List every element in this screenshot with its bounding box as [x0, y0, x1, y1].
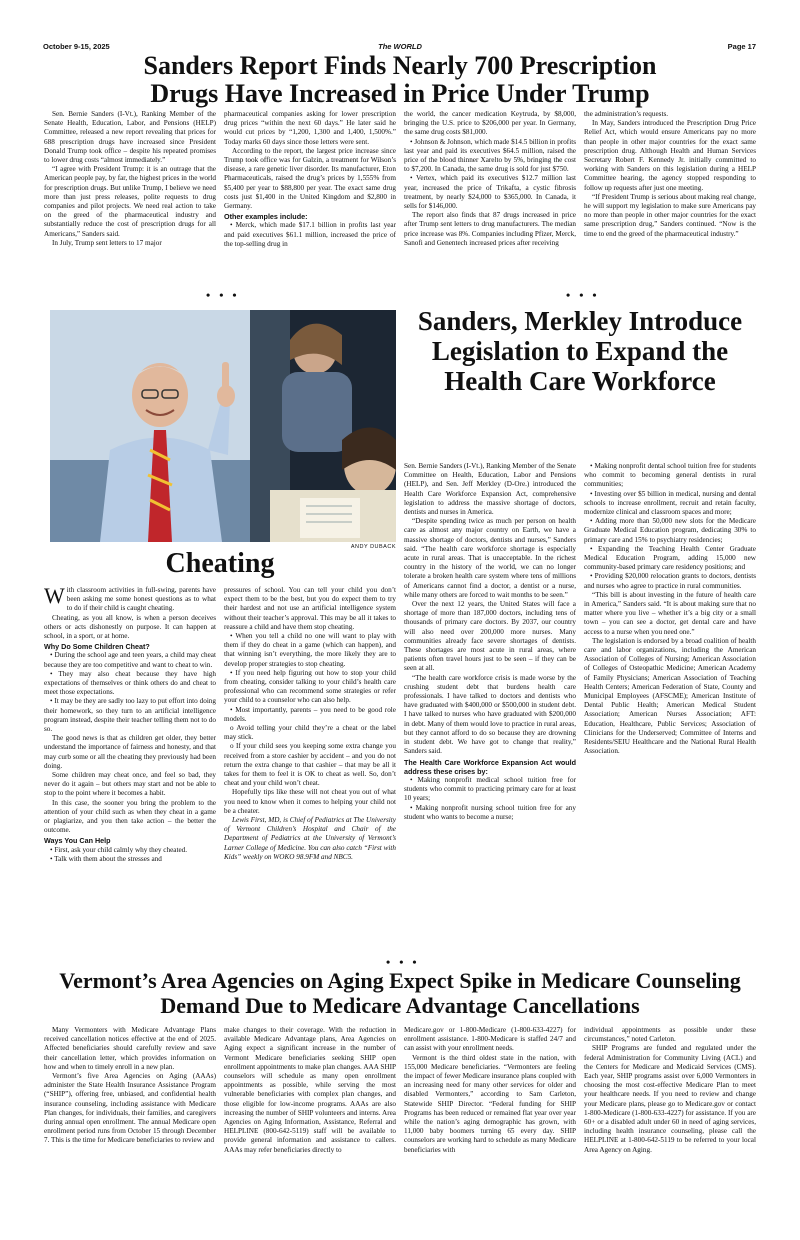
paragraph: • They may also cheat because they have high expectations of themselves or think others do and cheat to meet those expectations. [44, 669, 216, 697]
paragraph: According to the report, the largest price increase since Trump took office was for Galzin, a treatment for Wilson’s disease, a rare genetic liver disorder. Its manufacturer, Eton Pharmaceuticals, raised the drug’s prices by 1,555% from $5,400 per year to $88,800 per year. The exact same drug costs just $1,400 in the United Kingdom and $2,800 in Germany. [224, 146, 396, 211]
section-divider: • • • [206, 288, 240, 302]
article1-col1 [44, 110, 216, 290]
paragraph: “The health care workforce crisis is made worse by the crushing student debt that burdens health care professionals. I have talked to doctors and dentists who have graduated with $400,000 or $500,000 in student debt. I have talked to nurses who have graduated with $200,000 in debt. Many of them would love to practice in rural areas, but they cannot afford to do so because they are drowning in student debt. We have got to change that reality,” Sanders said. [404, 673, 576, 756]
article2-headline: Cheating [165, 548, 275, 579]
paragraph: The good news is that as children get older, they better understand the importance of fairness and honesty, and that may curb some or all the cheating they previously had been doing. [44, 734, 216, 770]
paragraph: • During the school age and teen years, a child may cheat because they are too competitive and want to cheat to win. [44, 651, 216, 669]
paragraph: make changes to their coverage. With the reduction in available Medicare Advantage plans, Area Agencies on Aging expect a significant increase in the number of Vermont Medicare beneficiaries seeking SHIP open enrollment appointments to make plan changes. AAA SHIP counselors will schedule as many open enrollment appointments as possible, while serving the most vulnerable beneficiaries with complex plan changes, and those eligible for low-income programs. AAAs are also increasing the number of SHIP volunteers and interns. Area Agencies on Aging Information, Assistance, Referral and HELPLINE (800-642-5119) staff will be available to provide general information and assistance to callers. AAAs may refer beneficiaries directly to [224, 1026, 396, 1154]
article3-col1 [404, 462, 576, 898]
paragraph: • It may be they are sadly too lazy to put effort into doing their homework, so they turn to an artificial intelligence program instead, despite their teacher telling them not to do so. [44, 697, 216, 734]
article4-col4 [584, 1026, 756, 1196]
paragraph: pharmaceutical companies asking for lower prescription drug prices “within the next 60 days.” He later said he would cut prices by “1,200, 1,300 and 1,400, 1,500%.” Today marks 60 days since those letters were sent. [224, 110, 396, 146]
subheading: Ways You Can Help [44, 836, 111, 846]
paragraph: o Avoid telling your child they’re a cheat or the label may stick. [224, 724, 396, 742]
paragraph: In May, Sanders introduced the Prescription Drug Price Relief Act, which would ensure Americans pay no more than people in other major countries for the exact same prescription drug. Although Health and Human Services Secretary Robert F. Kennedy Jr. initially committed to working with Sanders on this legislation during a HELP Committee hearing, the agency stopped responding to follow up requests after just one meeting. [584, 119, 756, 192]
paragraph: • Merck, which made $17.1 billion in profits last year and paid executives $61.1 million, increased the price of the top-selling drug in [224, 221, 396, 248]
paper-name: The WORLD [378, 42, 422, 51]
paragraph: Cheating, as you all know, is when a person deceives others or acts dishonestly on purpose. It can happen at school, in a sport, or at home. [44, 613, 216, 641]
article1-headline: Sanders Report Finds Nearly 700 Prescription Drugs Have Increased in Price Under Trump [143, 51, 657, 108]
paragraph: Vermont is the third oldest state in the nation, with 155,000 Medicare beneficiaries. “Vermonters are feeling the impact of fewer Medicare insurance plans coupled with an increasing need for many other services for older and disabled Vermonters,” according to Sam Carleton, Statewide SHIP Director. “Federal funding for SHIP Programs has been reduced or remained flat year over year while the nation’s aging demographic has grown, with 11,000 baby boomers turning 65 every day. SHIP counselors are working hard to schedule as many Medicare beneficiaries with [404, 1053, 576, 1154]
paragraph: • Johnson & Johnson, which made $14.5 billion in profits last year and paid its executives $64.5 million, raised the price of the blood thinner Xarelto by 5%, bringing the cost to $7,200. In Canada, the same drug is sold for just $750. [404, 137, 576, 174]
photo-image [50, 310, 396, 542]
issue-date: October 9-15, 2025 [43, 42, 110, 51]
photo-credit: ANDY DUBACK [350, 544, 396, 550]
paragraph: The legislation is endorsed by a broad coalition of health care and labor organizations, including the American Association of Colleges of Nursing; American Association of Colleges of Osteopathic Medicine; American Academy of Family Physicians; American Association of Teaching Health Centers; American Federation of State, County and Municipal Employees (AFSCME); American Institute of Dental Public Health; American Medical Student Association; American Nurses Association; AFT: Education, Healthcare, Public Services; Association of Clinicians for the Underserved; Committee of Interns and Residents/SEIU Healthcare and the National Rural Health Association. [584, 636, 756, 756]
paragraph: • Providing $20,000 relocation grants to doctors, dentists and nurses who agree to practice in rural communities. [584, 572, 756, 590]
article4-col2 [224, 1026, 396, 1196]
article1-col3 [404, 110, 576, 290]
paragraph: “Despite spending twice as much per person on health care as almost any major country on Earth, we have a massive shortage of doctors, dentists and nurses,” Sanders said. “The health care workforce shortage is especially acute in rural areas. That is unacceptable. In the richest country in the history of the world, we can no longer tolerate a broken health care system where tens of millions of Americans cannot find a doctor, a dentist or a nurse, while many others are forced to wait months to be seen.” [404, 517, 576, 599]
paragraph: Many Vermonters with Medicare Advantage Plans received cancellation notices effective at the end of 2025. Affected beneficiaries should carefully review and save their cancellation letter, which provides information on how and when to timely enroll in a new plan. [44, 1026, 216, 1071]
paragraph: “This bill is about investing in the future of health care in America,” Sanders said. “It is about making sure that no matter where you live – whether it’s a big city or a small town – you can see a doctor, get dental care and have access to a nurse when you need one.” [584, 590, 756, 636]
article4-col1 [44, 1026, 216, 1196]
subheading: The Health Care Workforce Expansion Act would address these crises by: [404, 757, 576, 776]
section-divider: • • • [386, 955, 420, 969]
teacher-photo [50, 310, 396, 542]
paragraph: • Vertex, which paid its executives $12.7 million last year, increased the price of Trikafta, a cystic fibrosis treatment, by nearly $24,000 to $365,000. In Canada, it sells for $146,000. [404, 174, 576, 211]
subheading: Why Do Some Children Cheat? [44, 642, 150, 652]
article3-headline: Sanders, Merkley Introduce Legislation to Expand the Health Care Workforce [417, 306, 743, 396]
article4-headline: Vermont’s Area Agencies on Aging Expect Spike in Medicare Counseling Demand Due to Medicare Advantage Cancellations [59, 968, 741, 1018]
paragraph: Sen. Bernie Sanders (I-Vt.), Ranking Member of the Senate Committee on Health, Education, Labor and Pensions (HELP), and Sen. Jeff Merkley (D-Ore.) introduced the Health Care Workforce Expansion Act, comprehensive legislation to address the massive shortage of doctors, dentists and nurses in America. [404, 462, 576, 517]
paragraph: o If your child sees you keeping some extra change you received from a store cashier by accident – and you do not return the extra change to that cashier – that may be all it takes for them to feel it is OK to cheat as well. So, don’t cheat and your child won’t cheat. [224, 742, 396, 788]
article2-col1 [44, 586, 216, 896]
paragraph: • Talk with them about the stresses and [50, 854, 162, 863]
section-divider: • • • [566, 288, 600, 302]
paragraph: • Making nonprofit dental school tuition free for students who commit to becoming general dentists in rural communities; [584, 462, 756, 489]
article1-col4 [584, 110, 756, 290]
paragraph: • Adding more than 50,000 new slots for the Medicare Graduate Medical Education program, dedicating 30% to primary care and 15% to psychiatry residencies; [584, 517, 756, 544]
paragraph: • Making nonprofit nursing school tuition free for any student who wants to become a nurse; [404, 803, 576, 821]
paragraph: Hopefully tips like these will not cheat you out of what you need to know when it comes to helping your child not be a cheater. [224, 788, 396, 815]
paragraph: • Investing over $5 billion in medical, nursing and dental schools to increase enrollment, recruit and retain faculty, modernize clinical and classroom spaces and more; [584, 489, 756, 517]
paragraph: individual appointments as possible under these circumstances,” noted Carleton. [584, 1026, 756, 1044]
paragraph: The report also finds that 87 drugs increased in price after Trump sent letters to drug manufacturers. The median price increase was 8%. Companies including Pfizer, Merck, Sanofi and Genentech increased prices after receiving [404, 211, 576, 247]
drop-cap: W [44, 586, 65, 608]
paragraph: “If President Trump is serious about making real change, he will support my legislation to make sure Americans pay no more than people in other major countries for the exact same prescription drug,” Sanders continued. “Now is the time to end the greed of the pharmaceutical industry.” [584, 192, 756, 238]
paragraph: In July, Trump sent letters to 17 major [52, 238, 162, 247]
page-number: Page 17 [727, 42, 756, 51]
paragraph [44, 586, 216, 614]
paragraph-text: ith classroom activities in full-swing, parents have been asking me some honest questions as to what to do if their child is caught cheating. [66, 586, 216, 613]
article1-col2 [224, 110, 396, 290]
paragraph: Some children may cheat once, and feel so bad, they never do it again – but others may start and not be able to stop to the point where it becomes a habit. [44, 771, 216, 798]
paragraph: SHIP Programs are funded and regulated under the federal Administration for Community Living (ACL) and the Centers for Medicare and Medicaid Services (CMS). Each year, SHIP programs assist over 6,000 Vermonters in choosing the most cost-effective Medicare Plan to meet your healthcare needs. If you need to review and change your Medicare plans, please go to Medicare.gov or contact 1-800-Medicare (1-800-633-4227) for assistance. If you are 60+ or a disabled adult under 60 in need of aging services, including health insurance counseling, please call the HELPLINE at 1-800-642-5119 to be referred to your local Area Agency on Aging. [584, 1044, 756, 1154]
paragraph: “I agree with President Trump: it is an outrage that the American people pay, by far, the highest prices in the world for prescription drugs. But unlike Trump, I believe we need more than just press releases, polite requests to drug companies and pilot projects. We need real action to take on the greed of the pharmaceutical industry and substantially reduce the cost of prescription drugs for all Americans,” Sanders said. [44, 165, 216, 238]
paragraph: pressures of school. You can tell your child you don’t expect them to be the best, but you do expect them to try their hardest and not use an artificial intelligence system without their teacher’s approval. This may be all it takes to reassure a child and have them stop cheating. [224, 586, 396, 631]
paragraph: Vermont’s five Area Agencies on Aging (AAAs) administer the State Health Insurance Assistance Program (“SHIP”), offering free, unbiased, and confidential health insurance counseling, including assistance with Medicare Plan changes, for individuals, their families, and caregivers during annual open enrollment. The annual Medicare open enrollment period runs from October 15 through December 7. This is the time for Medicare beneficiaries to review and [44, 1072, 216, 1145]
paragraph: the world, the cancer medication Keytruda, by $8,000, bringing the U.S. price to $206,000 per year. In Germany, the same drug costs $81,000. [404, 110, 576, 137]
subheading: Other examples include: [224, 212, 308, 222]
article2-col2 [224, 586, 396, 896]
paragraph: In this case, the sooner you bring the problem to the attention of your child such as when they cheat in a game or plagiarize, and you then take action – the better the outcome. [44, 798, 216, 835]
article4-col3 [404, 1026, 576, 1196]
paragraph: • Expanding the Teaching Health Center Graduate Medical Education Program, adding 15,000 new community-based primary care residency positions; and [584, 544, 756, 572]
paragraph: • Most importantly, parents – you need to be good role models. [224, 705, 396, 723]
paragraph: Medicare.gov or 1-800-Medicare (1-800-633-4227) for enrollment assistance. 1-800-Medicare is staffed 24/7 and can assist with your enrollment needs. [404, 1026, 576, 1053]
paragraph: the administration’s requests. [584, 110, 669, 118]
paragraph: Sen. Bernie Sanders (I-Vt.), Ranking Member of the Senate Health, Education, Labor, and Pensions (HELP) Committee, released a new report revealing that prices for 688 prescription drugs have increased since President Donald Trump took office – despite his repeated promises to lower drug costs “almost immediately.” [44, 110, 216, 165]
paragraph: • Making nonprofit medical school tuition free for students who commit to practicing primary care for at least 10 years; [404, 775, 576, 803]
paragraph: • First, ask your child calmly why they cheated. [50, 845, 188, 854]
author-bio: Lewis First, MD, is Chief of Pediatrics at The University of Vermont Children’s Hospital and Chair of the Department of Pediatrics at the University of Vermont’s Larner College of Medicine. You can also catch “First with Kids” weekly on WOKO 98.9FM and NBC5. [224, 816, 396, 861]
paragraph: • If you need help figuring out how to stop your child from cheating, consider talking to your child’s health care professional who can recommend some strategies or refer your child to a counselor who can also help. [224, 668, 396, 705]
article3-col2 [584, 462, 756, 898]
paragraph: Over the next 12 years, the United States will face a shortage of more than 187,000 doctors, including tens of thousands of primary care doctors. By 2037, our country will also need over 200,000 more nurses. Many communities already face severe shortages of dentists. These shortages are most acute in rural areas, where patients often travel hours just to be seen – if they can be seen at all. [404, 600, 576, 673]
paragraph: • When you tell a child no one will want to play with them if they do cheat in a game (which can happen), and that winning isn’t everything, the more likely they are to develop proper strategies to stop cheating. [224, 632, 396, 668]
